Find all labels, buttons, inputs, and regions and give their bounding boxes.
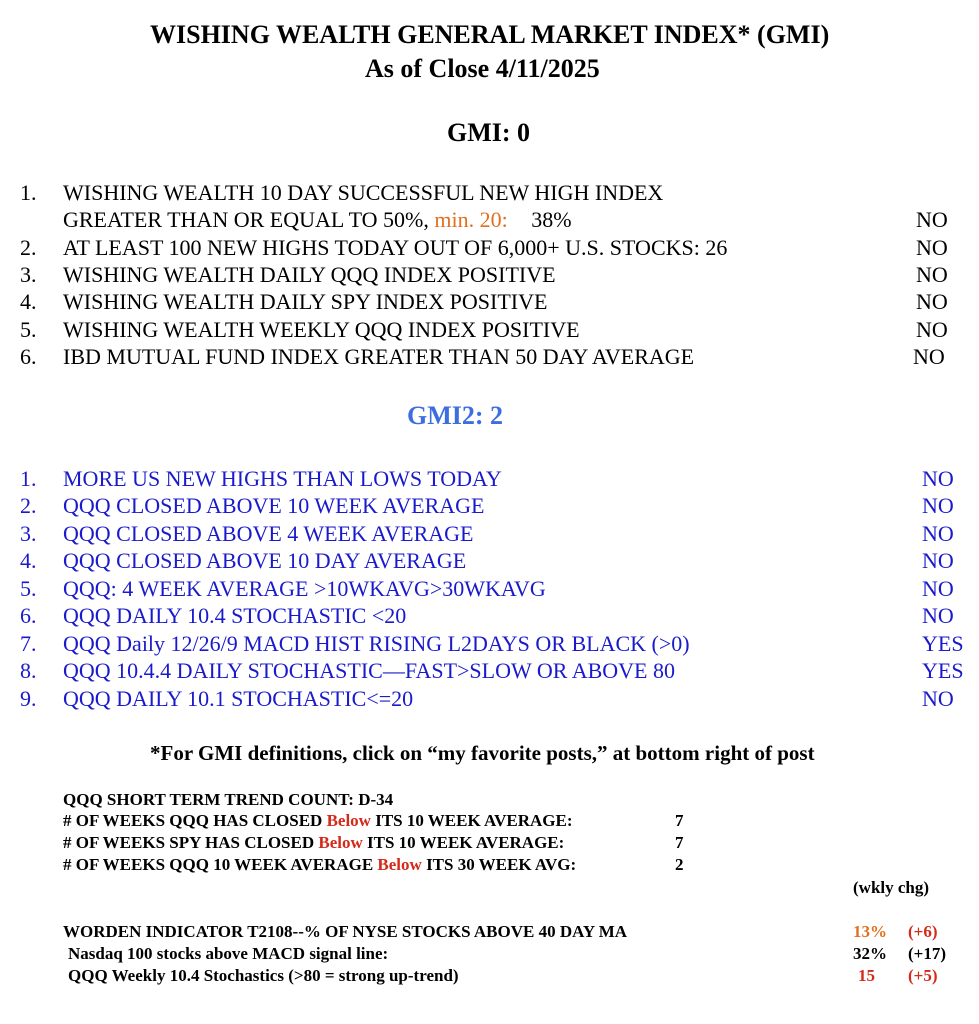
gmi2-item-status: NO <box>922 548 954 573</box>
gmi2-item-number: 1. <box>20 466 37 491</box>
gmi2-item-status: YES <box>922 658 964 683</box>
trend-below-word: Below <box>326 811 371 830</box>
gmi2-item-number: 9. <box>20 686 37 711</box>
gmi-item-text: WISHING WEALTH 10 DAY SUCCESSFUL NEW HIGH INDEX <box>63 180 664 205</box>
trend-qqq-below-10wk <box>63 811 573 831</box>
gmi-item-text: WISHING WEALTH WEEKLY QQQ INDEX POSITIVE <box>63 317 580 342</box>
trend-value: 7 <box>675 833 684 852</box>
gmi2-item-text: MORE US NEW HIGHS THAN LOWS TODAY <box>63 466 502 491</box>
gmi-item-status: NO <box>913 344 945 369</box>
trend-value: 7 <box>675 811 684 830</box>
gmi-item-status: NO <box>916 289 948 314</box>
gmi-item-status: NO <box>916 317 948 342</box>
gmi2-score: GMI2: 2 <box>407 401 504 430</box>
gmi-item-status: NO <box>916 235 948 260</box>
gmi2-item-number: 3. <box>20 521 37 546</box>
trend-text: # OF WEEKS QQQ 10 WEEK AVERAGE <box>63 855 378 874</box>
gmi2-item-number: 6. <box>20 603 37 628</box>
gmi-item-number: 6. <box>20 344 37 369</box>
page-title: WISHING WEALTH GENERAL MARKET INDEX* (GMI) <box>150 20 830 49</box>
definitions-footnote: *For GMI definitions, click on “my favorite posts,” at bottom right of post <box>150 741 815 765</box>
trend-below-word: Below <box>377 855 422 874</box>
gmi2-item-text: QQQ DAILY 10.1 STOCHASTIC<=20 <box>63 686 414 711</box>
gmi2-item-text: QQQ CLOSED ABOVE 10 DAY AVERAGE <box>63 548 467 573</box>
gmi-item-min-label: min. 20: <box>434 207 508 232</box>
gmi-item-value: 38% <box>531 207 572 232</box>
gmi-item-number: 4. <box>20 289 37 314</box>
gmi-item-number: 1. <box>20 180 37 205</box>
gmi-item-status: NO <box>916 207 948 232</box>
gmi2-item-status: NO <box>922 686 954 711</box>
gmi2-item-number: 5. <box>20 576 37 601</box>
gmi-item-number: 2. <box>20 235 37 260</box>
gmi2-item-text: QQQ CLOSED ABOVE 10 WEEK AVERAGE <box>63 493 485 518</box>
gmi2-item-text: QQQ DAILY 10.4 STOCHASTIC <20 <box>63 603 407 628</box>
gmi-item-text: WISHING WEALTH DAILY SPY INDEX POSITIVE <box>63 289 548 314</box>
gmi-item-text-line2 <box>63 207 572 233</box>
gmi2-item-status: NO <box>922 521 954 546</box>
gmi2-item-status: NO <box>922 493 954 518</box>
indicator-change: (+5) <box>908 966 938 985</box>
gmi-score: GMI: 0 <box>447 118 531 147</box>
gmi-item-number: 3. <box>20 262 37 287</box>
gmi2-item-number: 8. <box>20 658 37 683</box>
gmi2-item-number: 2. <box>20 493 37 518</box>
gmi-item-number: 5. <box>20 317 37 342</box>
gmi-item-status: NO <box>916 262 948 287</box>
indicator-value: 13% <box>853 922 887 941</box>
trend-text: ITS 10 WEEK AVERAGE: <box>362 833 565 852</box>
gmi2-item-status: NO <box>922 603 954 628</box>
indicator-value: 32% <box>853 944 887 963</box>
trend-below-word: Below <box>318 833 363 852</box>
indicator-change: (+6) <box>908 922 938 941</box>
trend-spy-below-10wk <box>63 833 564 853</box>
weekly-change-header: (wkly chg) <box>853 878 930 897</box>
trend-qqq-10wk-below-30wk <box>63 855 576 875</box>
gmi-item-text: AT LEAST 100 NEW HIGHS TODAY OUT OF 6,000+ U.S. STOCKS: 26 <box>63 235 728 260</box>
gmi2-item-status: YES <box>922 631 964 656</box>
trend-text: # OF WEEKS QQQ HAS CLOSED <box>63 811 327 830</box>
gmi2-item-number: 4. <box>20 548 37 573</box>
trend-text: ITS 30 WEEK AVG: <box>421 855 577 874</box>
gmi-item-text: IBD MUTUAL FUND INDEX GREATER THAN 50 DAY AVERAGE <box>63 344 695 369</box>
gmi2-item-status: NO <box>922 576 954 601</box>
indicator-value: 15 <box>858 966 875 985</box>
trend-text: # OF WEEKS SPY HAS CLOSED <box>63 833 319 852</box>
gmi-item-text-part: GREATER THAN OR EQUAL TO 50%, <box>63 207 429 232</box>
gmi2-item-status: NO <box>922 466 954 491</box>
indicator-label: QQQ Weekly 10.4 Stochastics (>80 = strong up-trend) <box>68 966 459 985</box>
gmi2-item-text: QQQ Daily 12/26/9 MACD HIST RISING L2DAYS OR BLACK (>0) <box>63 631 690 656</box>
indicator-label: Nasdaq 100 stocks above MACD signal line: <box>68 944 389 963</box>
indicator-label: WORDEN INDICATOR T2108--% OF NYSE STOCKS ABOVE 40 DAY MA <box>63 922 628 941</box>
page-subtitle: As of Close 4/11/2025 <box>365 54 600 83</box>
gmi2-item-text: QQQ 10.4.4 DAILY STOCHASTIC—FAST>SLOW OR ABOVE 80 <box>63 658 675 683</box>
gmi2-item-text: QQQ CLOSED ABOVE 4 WEEK AVERAGE <box>63 521 474 546</box>
trend-count: QQQ SHORT TERM TREND COUNT: D-34 <box>63 790 394 809</box>
gmi2-item-number: 7. <box>20 631 37 656</box>
trend-text: ITS 10 WEEK AVERAGE: <box>370 811 573 830</box>
indicator-change: (+17) <box>908 944 947 963</box>
trend-value: 2 <box>675 855 684 874</box>
gmi-item-text: WISHING WEALTH DAILY QQQ INDEX POSITIVE <box>63 262 556 287</box>
gmi2-item-text: QQQ: 4 WEEK AVERAGE >10WKAVG>30WKAVG <box>63 576 546 601</box>
